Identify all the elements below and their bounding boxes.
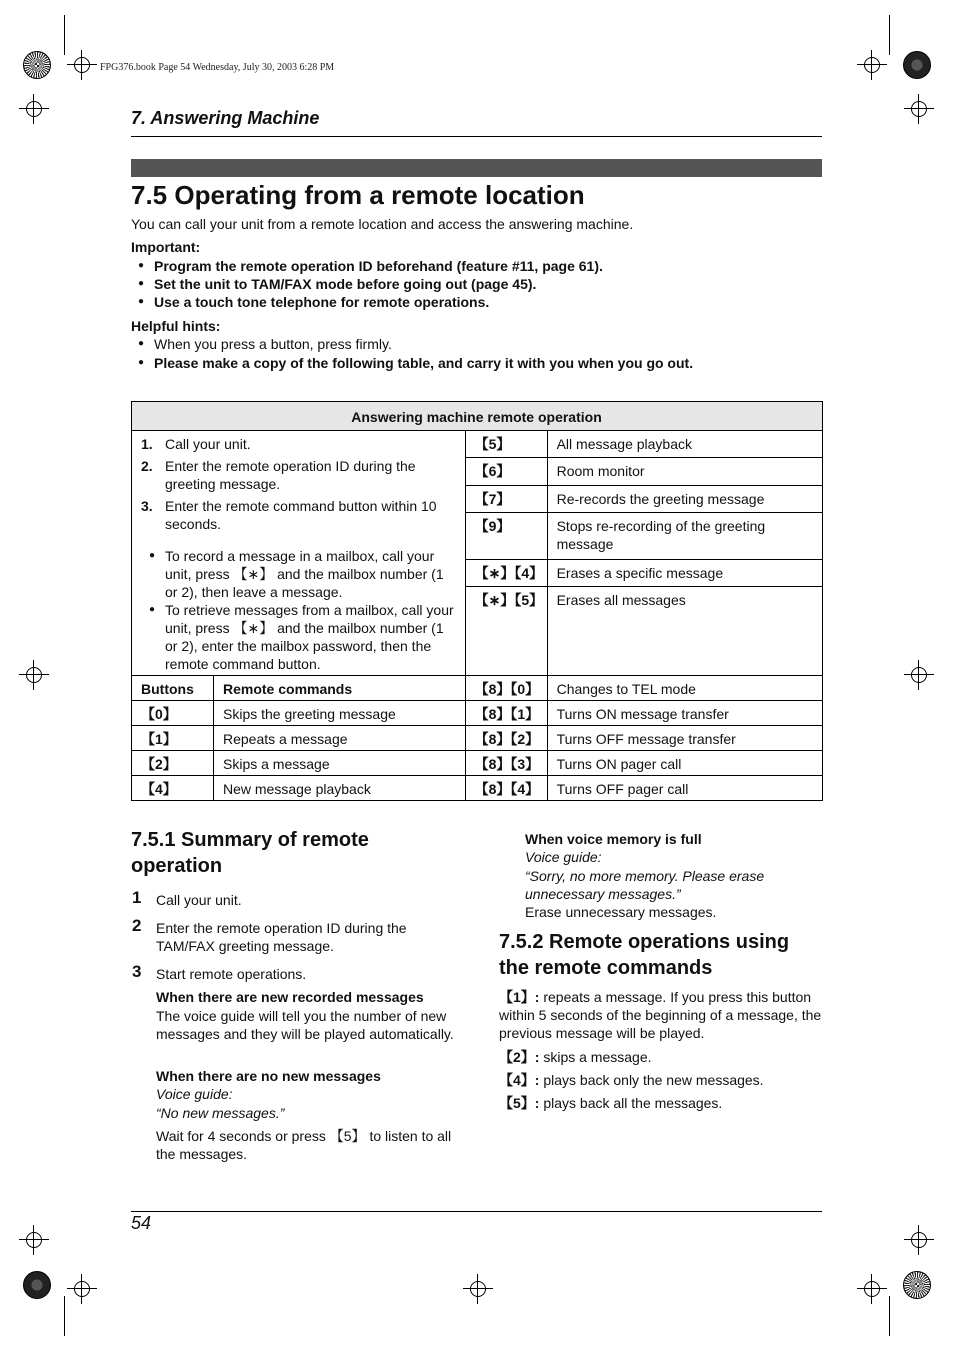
important-item: ● Set the unit to TAM/FAX mode before going out (page 45). [154,275,536,293]
crosshair-mark [864,57,880,73]
button-key: 【∗】【4】 [465,559,547,586]
mailbox-note: ● To retrieve messages from a mailbox, call your unit, press 【∗】 and the mailbox number (1 or 2), enter the mailbox password, then the remote command button. [141,601,455,673]
registration-dial-top-left [23,51,51,79]
important-item: ● Program the remote operation ID beforehand (feature #11, page 61). [154,257,603,275]
button-key: 【7】 [465,485,547,512]
print-slug: FPG376.book Page 54 Wednesday, July 30, 2003 6:28 PM [100,62,335,73]
command-desc: Room monitor [547,458,822,485]
crosshair-mark [911,101,927,117]
button-key: 【0】 [132,701,214,726]
button-key: 【9】 [465,512,547,559]
command-desc: Changes to TEL mode [547,676,822,701]
command-desc: Turns ON message transfer [547,701,822,726]
new-messages-text: The voice guide will tell you the number of new messages and they will be played automatically. [156,1008,454,1042]
remote-command-item: 【1】: repeats a message. If you press this button within 5 seconds of the beginning of a message, the previous message will be played. [499,989,822,1041]
command-desc: Repeats a message [214,726,466,751]
registration-dial-top-right [903,51,931,79]
memory-full-action: Erase unnecessary messages. [525,904,717,920]
helpful-label: Helpful hints: [131,318,221,334]
voice-guide-label: Voice guide: [525,849,602,865]
crosshair-mark [74,57,90,73]
command-desc: Turns ON pager call [547,751,822,776]
important-label: Important: [131,239,201,255]
voice-guide-label: Voice guide: [156,1086,233,1102]
helpful-item: ● When you press a button, press firmly. [154,335,392,353]
crop-line [889,15,890,55]
title-bar [131,159,822,177]
step-number: 3 [132,962,142,981]
button-key: 【1】 [132,726,214,751]
summary-heading: 7.5.1 Summary of remote operation [131,829,369,877]
step-text: Call your unit. [156,892,242,908]
registration-dial-bottom-left [23,1271,51,1299]
mailbox-note: ● To record a message in a mailbox, call your unit, press 【∗】 and the mailbox number (1 or 2), then leave a message. [141,547,455,601]
crosshair-mark [911,1232,927,1248]
step-text: Enter the remote operation ID during the TAM/FAX greeting message. [156,920,407,954]
intro-text: You can call your unit from a remote location and access the answering machine. [131,216,634,232]
page-title: 7.5 Operating from a remote location [131,180,585,210]
button-key: 【∗】【5】 [465,587,547,676]
command-desc: Erases a specific message [547,559,822,586]
instruction-step: 1. Call your unit. [141,436,251,452]
page-number: 54 [131,1213,152,1233]
button-key: 【4】 [132,776,214,801]
crosshair-mark [26,101,42,117]
crosshair-mark [74,1281,90,1297]
crosshair-mark [864,1281,880,1297]
step-number: 2 [132,916,142,935]
crosshair-mark [26,667,42,683]
button-key: 【5】 [465,431,547,458]
crop-line [889,1296,890,1336]
registration-dial-bottom-right [903,1271,931,1299]
remote-operation-table [131,401,823,801]
button-key: 【8】【0】 [465,676,547,701]
new-messages-label: When there are new recorded messages [156,989,424,1005]
table-header: Answering machine remote operation [132,402,823,431]
command-desc: Re-records the greeting message [547,485,822,512]
crosshair-mark [26,1232,42,1248]
crop-line [64,15,65,55]
important-item: ● Use a touch tone telephone for remote operations. [154,293,489,311]
helpful-item: ● Please make a copy of the following table, and carry it with you when you go out. [154,354,693,372]
section-header: 7. Answering Machine [131,108,320,128]
instruction-step: 2. Enter the remote operation ID during the greeting message. [141,458,416,492]
button-key: 【6】 [465,458,547,485]
command-desc: Turns OFF pager call [547,776,822,801]
button-key: 【8】【4】 [465,776,547,801]
command-desc: Skips a message [214,751,466,776]
no-messages-label: When there are no new messages [156,1068,381,1084]
header-rule [131,136,822,137]
button-key: 【8】【2】 [465,726,547,751]
button-key: 【2】 [132,751,214,776]
command-desc: Stops re-recording of the greeting message [547,512,822,559]
instruction-step: 3. Enter the remote command button within 10 seconds. [141,498,437,532]
remote-commands-heading: 7.5.2 Remote operations using the remote commands [499,931,790,979]
crosshair-mark [470,1281,486,1297]
button-key: 【8】【3】 [465,751,547,776]
footer-rule [131,1211,822,1212]
instructions-cell [132,431,466,676]
step-text: Start remote operations. [156,966,307,982]
crosshair-mark [911,667,927,683]
remote-command-item: 【4】: plays back only the new messages. [499,1072,764,1088]
step-number: 1 [132,888,142,907]
voice-guide-quote: “Sorry, no more memory. Please erase unnecessary messages.” [525,868,765,902]
remote-command-item: 【5】: plays back all the messages. [499,1095,723,1111]
col-buttons-header: Buttons [132,676,214,701]
memory-full-label: When voice memory is full [525,831,702,847]
button-key: 【8】【1】 [465,701,547,726]
remote-command-item: 【2】: skips a message. [499,1049,652,1065]
col-commands-header: Remote commands [214,676,466,701]
command-desc: Skips the greeting message [214,701,466,726]
crop-line [64,1296,65,1336]
command-desc: Erases all messages [547,587,822,676]
voice-guide-quote: “No new messages.” [156,1105,285,1121]
command-desc: All message playback [547,431,822,458]
command-desc: Turns OFF message transfer [547,726,822,751]
wait-instruction: Wait for 4 seconds or press 【5】 to listen to all the messages. [156,1128,452,1162]
command-desc: New message playback [214,776,466,801]
